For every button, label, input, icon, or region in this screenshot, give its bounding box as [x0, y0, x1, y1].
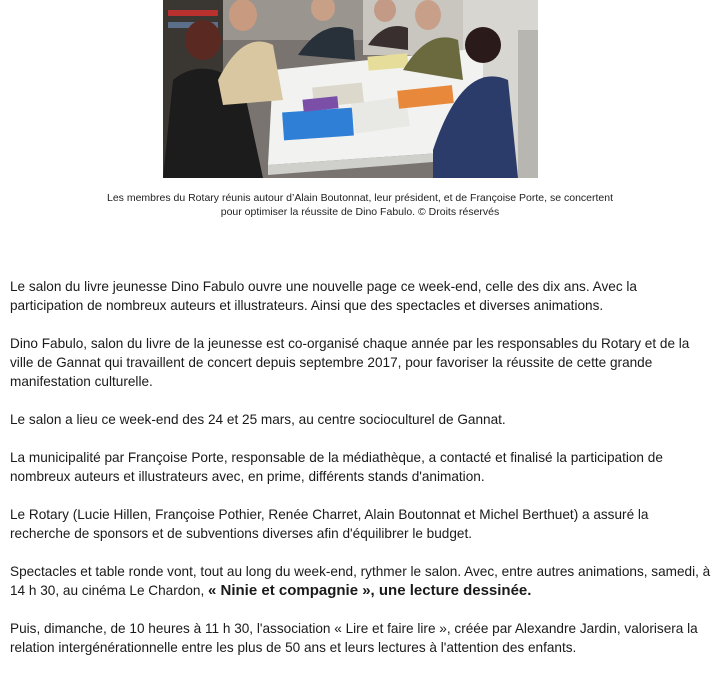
article-paragraph-7: Puis, dimanche, de 10 heures à 11 h 30, l'association « Lire et faire lire », créée par Alexandre Jardin, valorisera la relation intergénérationnelle entre les plus de 50 ans et leurs lectures à l'attention des enfants.	[10, 621, 698, 655]
caption-line-1: Les membres du Rotary réunis autour d’Alain Boutonnat, leur président, et de Françoise Porte, se concertent	[106, 192, 614, 204]
photo-illustration	[163, 0, 538, 178]
article-paragraph-4: La municipalité par Françoise Porte, responsable de la médiathèque, a contacté et finalisé la participation de nombreux auteurs et illustrateurs avec, en prime, différents stands d'animation.	[10, 450, 663, 484]
article-paragraph-1: Le salon du livre jeunesse Dino Fabulo ouvre une nouvelle page ce week-end, celle des dix ans. Avec la participation de nombreux auteurs et illustrateurs. Ainsi que des spectacles et diverses animations.	[10, 279, 637, 313]
article-paragraph-6-lead: Spectacles et table ronde vont, tout au long du week-end, rythmer le salon. Avec, entre autres animations, samedi, à 14 h 30, au cinéma Le Chardon,	[10, 564, 711, 598]
article-emphasis-ninie: « Ninie et compagnie », une lecture dessinée.	[208, 582, 532, 599]
article-paragraph-2: Dino Fabulo, salon du livre de la jeunesse est co-organisé chaque année par les responsables du Rotary et de la ville de Gannat qui travaillent de concert depuis septembre 2017, pour favoriser la réussite de cette grande manifestation culturelle.	[10, 336, 690, 389]
article-body	[10, 277, 712, 657]
article-paragraph-6	[10, 562, 712, 600]
article-paragraph-3: Le salon a lieu ce week-end des 24 et 25 mars, au centre socioculturel de Gannat.	[10, 412, 506, 427]
caption-line-2: pour optimiser la réussite de Dino Fabulo. © Droits réservés	[220, 206, 500, 218]
photo-caption	[40, 191, 680, 219]
article-paragraph-5: Le Rotary (Lucie Hillen, Françoise Pothier, Renée Charret, Alain Boutonnat et Michel Berthuet) a assuré la recherche de sponsors et de subventions diverses afin d'équilibrer le budget.	[10, 507, 649, 541]
photo-meeting-image	[163, 0, 538, 178]
